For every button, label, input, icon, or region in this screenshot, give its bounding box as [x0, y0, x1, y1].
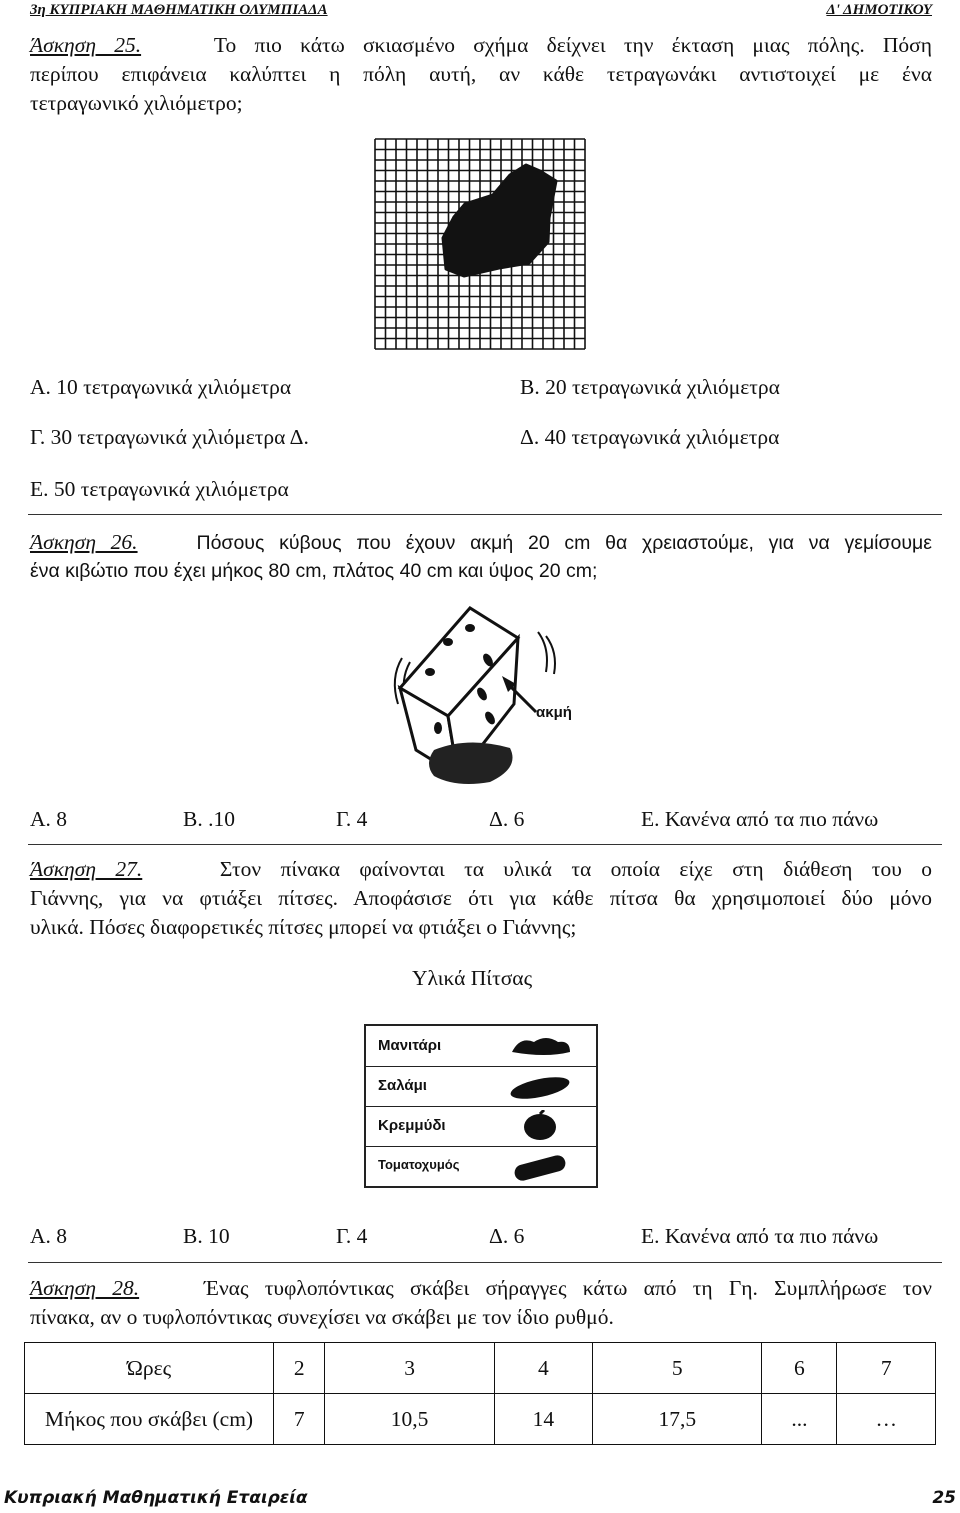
divider — [28, 844, 942, 845]
ex27-option-c: Γ. 4 — [336, 1224, 368, 1248]
ex26-option-a: Α. 8 — [30, 807, 68, 831]
ingredients-table — [364, 1024, 598, 1188]
ex26-line1: Άσκηση 26. Πόσους κύβους που έχουν ακμή 20 cm θα χρειαστούμε, για να γεμίσουμε — [30, 530, 932, 554]
row-header-hours: Ώρες — [25, 1343, 274, 1394]
table-cell: 7 — [837, 1343, 936, 1394]
divider — [28, 514, 942, 515]
page-number: 25 — [932, 1488, 956, 1508]
ex25-option-e: Ε. 50 τετραγωνικά χιλιόμετρα — [30, 477, 289, 501]
ex27-option-e: Ε. Κανένα από τα πιο πάνω — [641, 1224, 879, 1248]
ex26-option-e: Ε. Κανένα από τα πιο πάνω — [641, 807, 879, 831]
table-cell: 4 — [494, 1343, 593, 1394]
ex28-line2: πίνακα, αν ο τυφλοπόντικας συνεχίσει να σκάβει με τον ίδιο ρυθμό. — [30, 1305, 614, 1329]
ex25-line3: τετραγωνικό χιλιόμετρο; — [30, 91, 243, 115]
ingredient-label: Τοματοχυμός — [378, 1157, 460, 1172]
ex25-option-b: Β. 20 τετραγωνικά χιλιόμετρα — [520, 375, 780, 399]
table-row — [25, 1394, 936, 1445]
ex27-line3: υλικά. Πόσες διαφορετικές πίτσες μπορεί να φτιάξει ο Γιάννης; — [30, 915, 577, 939]
table-cell: 3 — [325, 1343, 494, 1394]
ex25-option-d: Δ. 40 τετραγωνικά χιλιόμετρα — [520, 425, 780, 449]
ex27-option-a: Α. 8 — [30, 1224, 68, 1248]
ex27-option-d: Δ. 6 — [489, 1224, 525, 1248]
tomato-sauce-icon — [506, 1150, 576, 1182]
ex27-line1: Άσκηση 27. Στον πίνακα φαίνονται τα υλικά τα οποία είχε στη διάθεση του ο — [30, 857, 932, 881]
ex28-title: Άσκηση 28. — [30, 1276, 140, 1300]
ex25-option-c: Γ. 30 τετραγωνικά χιλιόμετρα Δ. — [30, 425, 309, 449]
divider — [28, 1262, 942, 1263]
ex27-line2: Γιάννης, για να φτιάξει πίτσες. Αποφάσισε ότι για κάθε πίτσα θα χρησιμοποιεί δύο μόνο — [30, 886, 932, 910]
ingredient-label: Σαλάμι — [378, 1077, 427, 1094]
ex26-option-d: Δ. 6 — [489, 807, 525, 831]
ex27-title: Άσκηση 27. — [30, 857, 143, 881]
header-right: Δ' ΔΗΜΟΤΙΚΟΥ — [826, 2, 932, 18]
table-cell: 7 — [274, 1394, 325, 1445]
ingredient-label: Μανιτάρι — [378, 1037, 442, 1054]
ex25-line2: περίπου επιφάνεια καλύπτει η πόλη αυτή, αν κάθε τετραγωνάκι αντιστοιχεί με ένα — [30, 62, 932, 86]
city-grid-figure — [374, 138, 586, 352]
ex27-option-b: Β. 10 — [183, 1224, 230, 1248]
die-figure — [378, 600, 588, 790]
ingredient-row — [366, 1026, 596, 1067]
header-left: 3η ΚΥΠΡΙΑΚΗ ΜΑΘΗΜΑΤΙΚΗ ΟΛΥΜΠΙΑΔΑ — [30, 2, 328, 18]
ingredient-row — [366, 1146, 596, 1184]
table-cell: 14 — [494, 1394, 593, 1445]
ex28-line1: Άσκηση 28. Ένας τυφλοπόντικας σκάβει σήραγγες κάτω από τη Γη. Συμπλήρωσε τον — [30, 1276, 932, 1300]
ex26-option-b: Β. .10 — [183, 807, 235, 831]
table-cell: 2 — [274, 1343, 325, 1394]
table-cell: 10,5 — [325, 1394, 494, 1445]
onion-icon — [516, 1110, 566, 1142]
table-cell: ... — [762, 1394, 837, 1445]
edge-label: ακμή — [536, 704, 572, 721]
ex25-option-a: Α. 10 τετραγωνικά χιλιόμετρα — [30, 375, 292, 399]
table-cell: … — [837, 1394, 936, 1445]
ex26-option-c: Γ. 4 — [336, 807, 368, 831]
ex25-line1: Άσκηση 25. Το πιο κάτω σκιασμένο σχήμα δείχνει την έκταση μιας πόλης. Πόση — [30, 33, 932, 57]
footer-left: Κυπριακή Μαθηματική Εταιρεία — [4, 1488, 308, 1508]
ingredient-row — [366, 1066, 596, 1107]
ex26-line2: ένα κιβώτιο που έχει μήκος 80 cm, πλάτος 40 cm και ύψος 20 cm; — [30, 560, 598, 582]
ex25-title: Άσκηση 25. — [30, 33, 142, 57]
table-cell: 17,5 — [593, 1394, 762, 1445]
table-row — [25, 1343, 936, 1394]
ex26-title: Άσκηση 26. — [30, 530, 138, 554]
ingredient-label: Κρεμμύδι — [378, 1117, 446, 1134]
ingredient-row — [366, 1106, 596, 1147]
ingredients-title: Υλικά Πίτσας — [412, 966, 533, 990]
table-cell: 5 — [593, 1343, 762, 1394]
mushroom-icon — [506, 1032, 576, 1060]
table-cell: 6 — [762, 1343, 837, 1394]
row-header-length: Μήκος που σκάβει (cm) — [25, 1394, 274, 1445]
salami-icon — [506, 1072, 576, 1102]
mole-table — [24, 1342, 936, 1445]
